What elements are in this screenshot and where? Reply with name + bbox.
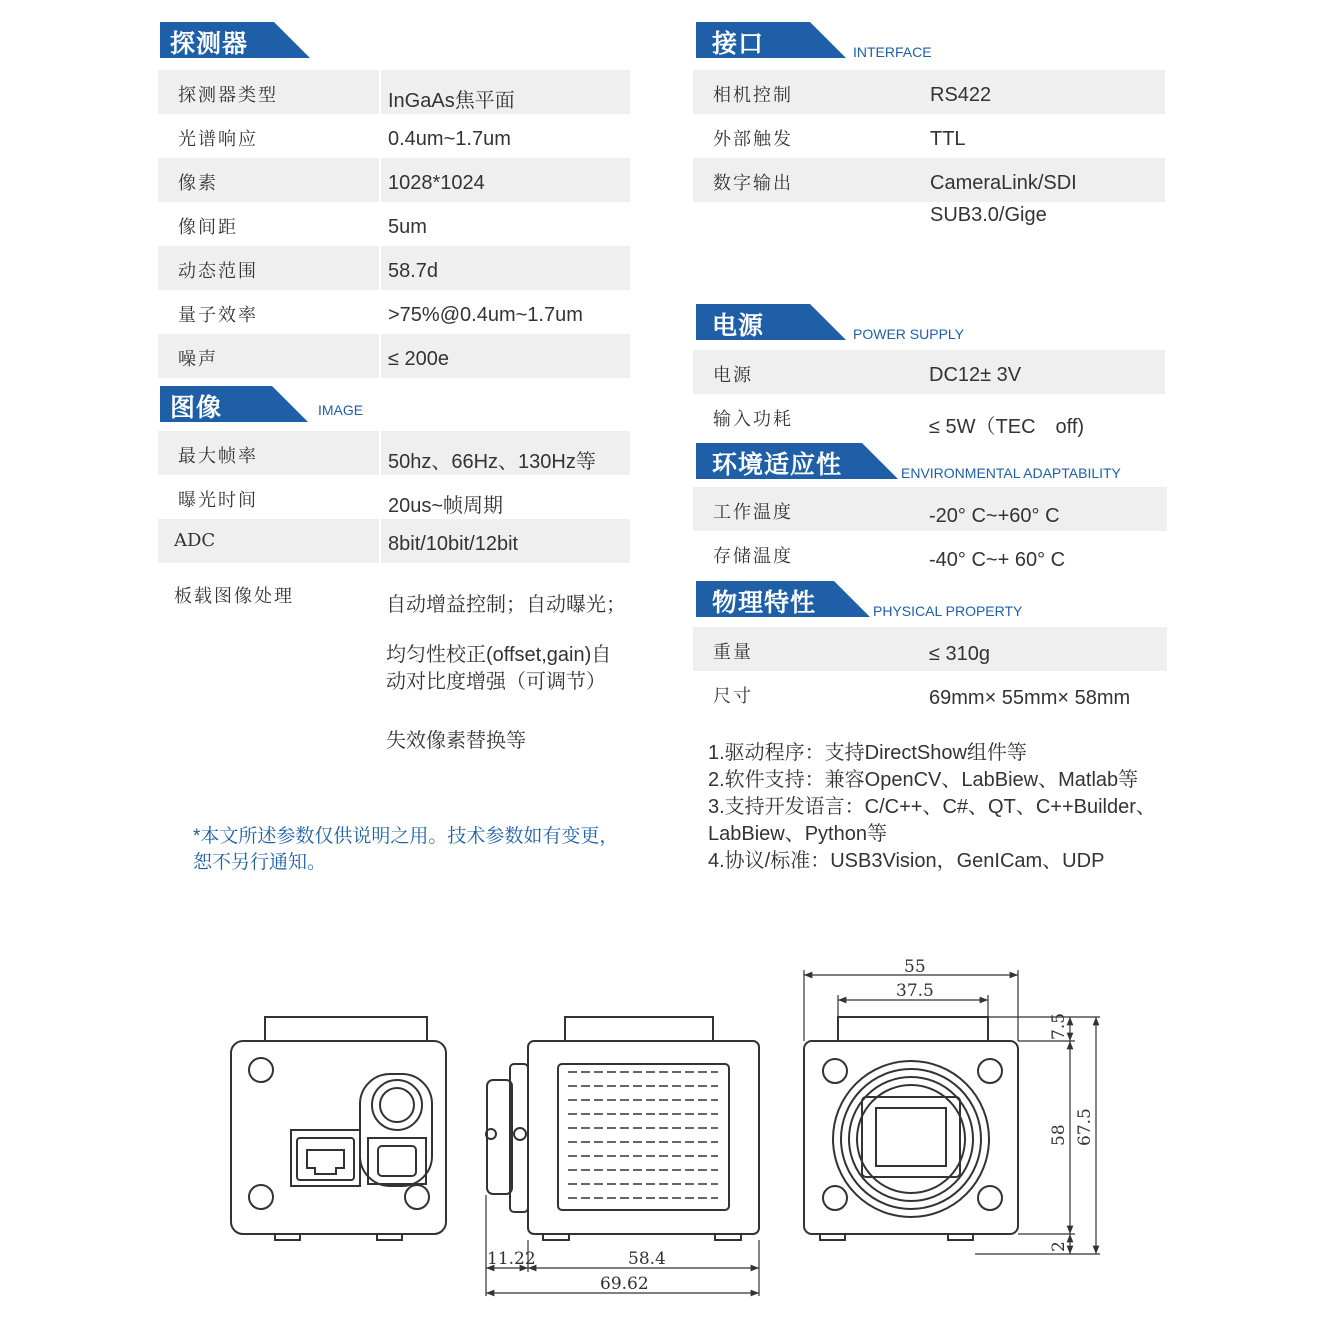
section-power-header [696, 304, 976, 340]
spec-label: 尺寸 [713, 686, 753, 707]
spec-value: 20us~帧周期 [388, 495, 504, 517]
spec-label: 曝光时间 [178, 490, 258, 511]
spec-row [158, 158, 630, 202]
software-note-line: LabBiew、Python等 [708, 823, 887, 845]
section-detector-header [160, 22, 310, 58]
section-physical-header [696, 581, 1076, 617]
section-interface-subtitle: INTERFACE [853, 44, 932, 60]
section-interface-header [696, 22, 956, 58]
dimension-lines [486, 970, 1100, 1296]
section-physical-title: 物理特性 [712, 588, 817, 617]
spec-row [158, 334, 630, 378]
side-view-drawing [486, 1017, 759, 1240]
physical-spec-table [693, 627, 1167, 715]
spec-row [158, 246, 630, 290]
spec-row [693, 531, 1167, 575]
spec-label: 重量 [713, 642, 753, 663]
section-physical-subtitle: PHYSICAL PROPERTY [873, 603, 1023, 619]
spec-label: 像素 [178, 173, 218, 194]
spec-row [158, 431, 630, 475]
spec-label: ADC [174, 530, 216, 551]
spec-value: SUB3.0/Gige [930, 204, 1047, 226]
spec-value: ≤ 310g [929, 643, 991, 665]
section-power-subtitle: POWER SUPPLY [853, 326, 964, 342]
spec-row [158, 290, 630, 334]
power-spec-table [693, 350, 1165, 438]
rear-view-drawing [231, 1017, 446, 1240]
section-power-title: 电源 [712, 311, 765, 340]
dim-front-width: 55 [904, 957, 926, 977]
spec-label: 输入功耗 [713, 409, 793, 430]
section-env-subtitle: ENVIRONMENTAL ADAPTABILITY [901, 465, 1121, 481]
dim-height-top: 7.5 [1049, 1012, 1069, 1040]
section-image-title: 图像 [170, 393, 223, 422]
spec-row [693, 202, 1165, 246]
dim-side-a: 11.22 [487, 1249, 536, 1269]
onboard-processing-label: 板载图像处理 [174, 586, 294, 607]
section-env-header [696, 443, 1136, 479]
spec-value: TTL [930, 128, 966, 150]
spec-label: 相机控制 [713, 85, 793, 106]
spec-row [693, 671, 1167, 715]
spec-label: 电源 [713, 365, 753, 386]
spec-label: 工作温度 [713, 502, 793, 523]
dim-side-total: 69.62 [600, 1274, 649, 1294]
spec-row [693, 70, 1165, 114]
front-view-drawing [804, 1017, 1018, 1240]
software-note-line: 4.协议/标准：USB3Vision，GenICam、UDP [708, 850, 1105, 872]
spec-value: ≤ 200e [388, 348, 450, 370]
dim-height-body: 58 [1049, 1124, 1069, 1146]
env-spec-table [693, 487, 1167, 575]
dim-height-bottom: 2 [1049, 1241, 1069, 1252]
spec-value: >75%@0.4um~1.7um [388, 304, 583, 326]
software-note-line: 2.软件支持：兼容OpenCV、LabBiew、Matlab等 [708, 769, 1139, 791]
spec-row [158, 70, 630, 114]
spec-row [158, 475, 630, 519]
spec-label: 动态范围 [178, 261, 258, 282]
spec-value: 8bit/10bit/12bit [388, 533, 519, 555]
spec-row [693, 394, 1165, 438]
onboard-line: 失效像素替换等 [386, 730, 526, 752]
spec-value: DC12± 3V [929, 364, 1022, 386]
spec-label: 外部触发 [713, 129, 793, 150]
spec-value: InGaAs焦平面 [388, 90, 515, 112]
image-spec-table [158, 431, 630, 563]
spec-row [693, 350, 1165, 394]
dim-side-b: 58.4 [628, 1249, 666, 1269]
spec-label: 量子效率 [178, 305, 258, 326]
dim-height-total: 67.5 [1075, 1108, 1095, 1146]
spec-value: CameraLink/SDI [930, 172, 1077, 194]
spec-value: 50hz、66Hz、130Hz等 [388, 451, 596, 473]
section-interface-title: 接口 [712, 29, 765, 58]
spec-value: -40° C~+ 60° C [929, 549, 1066, 571]
onboard-line: 动对比度增强（可调节） [386, 671, 606, 693]
spec-row [158, 202, 630, 246]
spec-row [693, 487, 1167, 531]
spec-value: 58.7d [388, 260, 439, 282]
spec-label: 数字输出 [713, 173, 793, 194]
spec-value: 1028*1024 [388, 172, 485, 194]
section-detector-title: 探测器 [170, 29, 249, 58]
spec-value: RS422 [930, 84, 992, 106]
software-note-line: 1.驱动程序：支持DirectShow组件等 [708, 742, 1027, 764]
interface-spec-table [693, 70, 1165, 246]
disclaimer-line: *本文所述参数仅供说明之用。技术参数如有变更， [193, 826, 619, 847]
onboard-line: 均匀性校正(offset,gain)自 [386, 644, 612, 666]
software-note-line: 3.支持开发语言：C/C++、C#、QT、C++Builder、 [708, 796, 1156, 818]
spec-label: 最大帧率 [178, 446, 258, 467]
spec-label: 光谱响应 [178, 129, 258, 150]
dim-front-inner: 37.5 [896, 981, 934, 1001]
spec-value: ≤ 5W（TEC off) [929, 416, 1085, 438]
spec-row [693, 158, 1165, 202]
spec-value: 0.4um~1.7um [388, 128, 511, 150]
spec-label: 探测器类型 [178, 85, 278, 106]
disclaimer-line: 恕不另行通知。 [193, 852, 327, 873]
spec-value: -20° C~+60° C [929, 505, 1060, 527]
section-image-header [160, 386, 420, 422]
spec-row [158, 114, 630, 158]
spec-label: 像间距 [178, 217, 238, 238]
spec-value: 5um [388, 216, 427, 238]
spec-label: 存储温度 [713, 546, 793, 567]
onboard-line: 自动增益控制；自动曝光； [386, 594, 626, 616]
spec-row [693, 627, 1167, 671]
section-image-subtitle: IMAGE [318, 402, 364, 418]
spec-value: 69mm× 55mm× 58mm [929, 687, 1131, 709]
spec-row [693, 114, 1165, 158]
spec-label: 噪声 [178, 349, 218, 370]
section-env-title: 环境适应性 [712, 450, 843, 479]
spec-row [158, 519, 630, 563]
detector-spec-table [158, 70, 630, 378]
